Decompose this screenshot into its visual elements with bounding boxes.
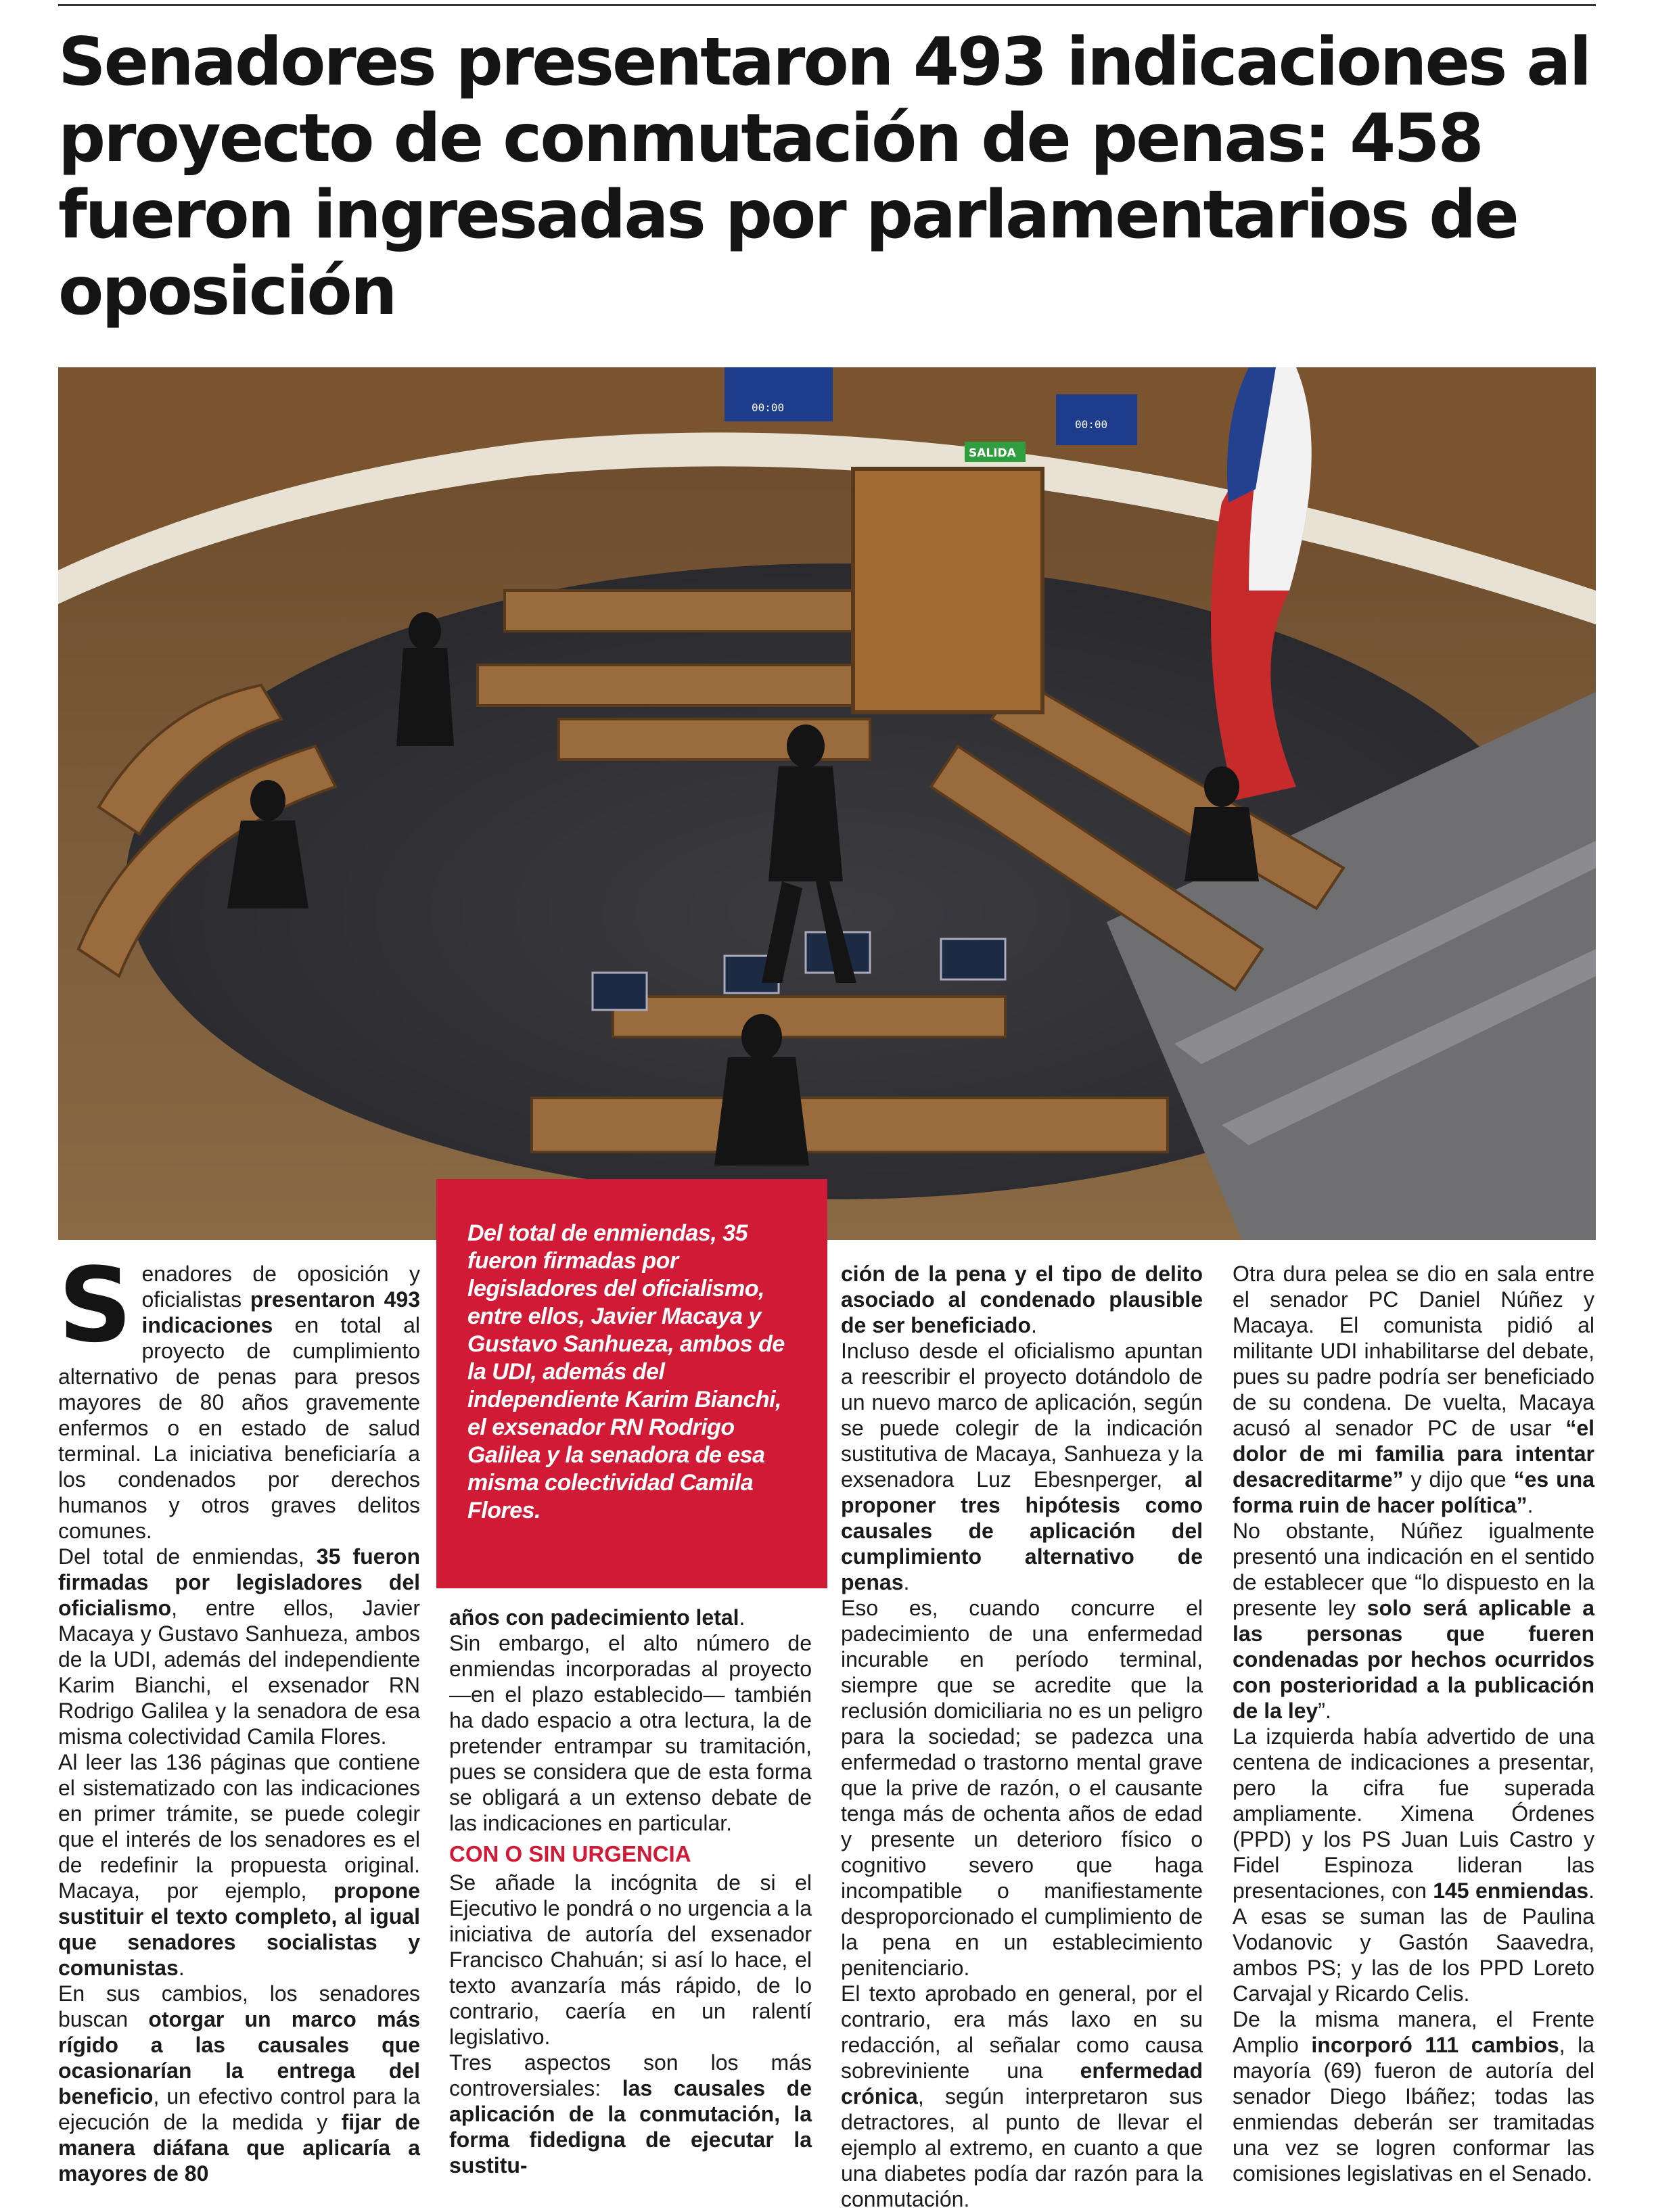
bold-text: “el dolor de mi familia para intentar desacreditarme” [1233, 1416, 1594, 1492]
text: En sus cambios, los senadores buscan [58, 1981, 420, 2031]
pull-quote: Del total de enmiendas, 35 fueron firmadas por legisladores del oficialismo, entre ellos, Javier Macaya y Gustavo Sanhueza, ambos de la UDI, además del independiente Karim Bianchi, el exsenador RN Rodrigo Galilea y la senadora de esa misma colectividad Camila Flores. [436, 1179, 827, 1588]
drop-cap: S [58, 1245, 133, 1365]
bold-text: presentaron 493 indicaciones [141, 1287, 421, 1337]
text: enadores de oposición y oficialistas [141, 1262, 420, 1312]
text: Incluso desde el oficialismo apuntan a reescribir el proyecto dotándolo de un nuevo marco de aplicación, según se puede colegir de la indicación sustitutiva de Macaya, Sanhueza y la exsenadora Luz Ebesnperger, [841, 1339, 1203, 1492]
paragraph [1233, 1261, 1594, 1518]
top-rule [58, 4, 1596, 6]
text: . [1527, 1493, 1534, 1517]
paragraph [1233, 1518, 1594, 1724]
text: Del total de enmiendas, [58, 1544, 317, 1569]
text: ”. [1318, 1699, 1331, 1723]
bold-text: las causales de aplicación de la conmutación, la forma fidedigna de ejecutar la sustitu- [449, 2076, 812, 2178]
article-column-2 [449, 1605, 812, 2178]
paragraph [841, 1261, 1203, 1338]
article-column-1 [58, 1245, 421, 2186]
paragraph: Sin embargo, el alto número de enmiendas incorporadas al proyecto —en el plazo establecido— también ha dado espacio a otra lectura, la de pretender entrampar su tramitación, pues se considera que de esta forma se obligará a un extenso debate de las indicaciones en particular. [449, 1631, 812, 1835]
paragraph: Eso es, cuando concurre el padecimiento de una enfermedad incurable en período terminal, siempre que se acredite que la reclusión domiciliaria no es un peligro para la sociedad; se padezca una enfermedad o trastorno mental grave que la prive de razón, o el causante tenga más de ochenta años de edad y presente un deterioro físico o cognitivo severo que haga incompatible o manifiestamente desproporcionado el cumplimiento de la pena en un establecimiento penitenciario. [841, 1596, 1203, 1980]
text: . [739, 1605, 745, 1630]
section-heading: CON O SIN URGENCIA [449, 1841, 691, 1866]
bold-text: propone sustituir el texto completo, al igual que senadores socialistas y comunistas [58, 1879, 420, 1980]
text: Otra dura pelea se dio en sala entre el senador PC Daniel Núñez y Macaya. El comunista pidió al militante UDI inhabilitarse del debate, pues su padre podría ser beneficiado de su condena. De vuelta, Macaya acusó al senador PC de usar [1233, 1262, 1594, 1440]
paragraph [1233, 1724, 1594, 2006]
exit-sign-label: SALIDA [969, 446, 1016, 460]
text: De la misma manera, el Frente Amplio [1233, 2007, 1594, 2057]
senate-chamber-illustration [58, 367, 1596, 1240]
chamber-screen-left-time: 00:00 [752, 401, 785, 414]
paragraph [58, 1749, 420, 1981]
bold-text: 145 enmiendas [1433, 1879, 1589, 1903]
paragraph [58, 1544, 420, 1749]
bold-text: al proponer tres hipótesis como causales de aplicación del cumplimiento alternativo de penas [841, 1467, 1203, 1594]
senate-chamber-photo [58, 367, 1596, 1240]
bold-text: fijar de manera diáfana que aplicaría a mayores de 80 [58, 2110, 421, 2186]
paragraph [449, 1605, 812, 1630]
text: La izquierda había advertido de una centena de indicaciones a presentar, pero la cifra fue superada ampliamente. Ximena Órdenes (PPD) y los PS Juan Luis Castro y Fidel Espinoza lideran las presentaciones, con [1233, 1724, 1594, 1903]
bold-text: incorporó 111 cambios [1311, 2033, 1559, 2057]
article-column-4 [1233, 1261, 1594, 2186]
text: y dijo que [1403, 1467, 1514, 1492]
text: , la mayoría (69) fueron de autoría del senador Diego Ibáñez; todas las enmiendas deberán ser tramitadas una vez se logren conformar las comisiones legislativas en el Senado. [1233, 2033, 1594, 2186]
text: . [903, 1570, 910, 1594]
bold-text: enfermedad crónica [841, 2058, 1203, 2109]
paragraph [449, 2050, 812, 2178]
text: . [1030, 1313, 1037, 1337]
paragraph [841, 1981, 1203, 2212]
text: No obstante, Núñez igualmente presentó una indicación en el sentido de establecer que “lo dispuesto en la presente ley [1233, 1519, 1594, 1620]
bold-text: “es una forma ruin de hacer política” [1233, 1467, 1595, 1517]
bold-text: otorgar un marco más rígido a las causales que ocasionarían la entrega del beneficio [58, 2007, 420, 2109]
bold-text: solo será aplicable a las personas que fueren condenadas por hechos ocurridos con posterioridad a la publicación de la ley [1233, 1596, 1595, 1723]
bold-text: años con padecimiento letal [449, 1605, 739, 1630]
bold-text: 35 fueron firmadas por legisladores del oficialismo [58, 1544, 421, 1620]
text: Tres aspectos son los más controversiales: [449, 2050, 812, 2100]
paragraph [1233, 2006, 1594, 2186]
paragraph: Se añade la incógnita de si el Ejecutivo le pondrá o no urgencia a la iniciativa de autoría del exsenador Francisco Chahuán; si así lo hace, el texto avanzaría más rápido, de lo contrario, caería en un ralentí legislativo. [449, 1870, 812, 2049]
text: , según interpretaron sus detractores, al punto de llevar el ejemplo al extremo, en cuanto a que una diabetes podía dar razón para la conmutación. [841, 2084, 1203, 2211]
text: en total al proyecto de cumplimiento alternativo de penas para presos mayores de 80 años gravemente enfermos o en estado de salud terminal. La iniciativa beneficiaría a los condenados por derechos humanos y otros graves delitos comunes. [58, 1313, 420, 1543]
text: , un efectivo control para la ejecución de la medida y [58, 2084, 420, 2134]
article-column-3 [841, 1261, 1203, 2212]
paragraph [841, 1338, 1203, 1595]
text: . [178, 1956, 185, 1980]
bold-text: ción de la pena y el tipo de delito asociado al condenado plausible de ser beneficiado [841, 1262, 1203, 1337]
chamber-screen-right-time: 00:00 [1075, 418, 1108, 431]
text: . A esas se suman las de Paulina Vodanovic y Gastón Saavedra, ambos PS; y las de los PPD Loreto Carvajal y Ricardo Celis. [1233, 1879, 1594, 2006]
text: Al leer las 136 páginas que contiene el sistematizado con las indicaciones en primer trámite, se puede colegir que el interés de los senadores es el de redefinir la propuesta original. Macaya, por ejemplo, [58, 1750, 420, 1903]
headline: Senadores presentaron 493 indicaciones al proyecto de conmutación de penas: 458 fueron ingresadas por parlamentarios de oposición [58, 24, 1590, 330]
text: , entre ellos, Javier Macaya y Gustavo Sanhueza, ambos de la UDI, además del independiente Karim Bianchi, el exsenador RN Rodrigo Galilea y la senadora de esa misma colectividad Camila Flores. [58, 1596, 420, 1749]
text: El texto aprobado en general, por el contrario, era más laxo en su redacción, al señalar como causa sobreviniente una [841, 1981, 1203, 2083]
paragraph [58, 1245, 421, 1544]
paragraph [58, 1981, 420, 2186]
